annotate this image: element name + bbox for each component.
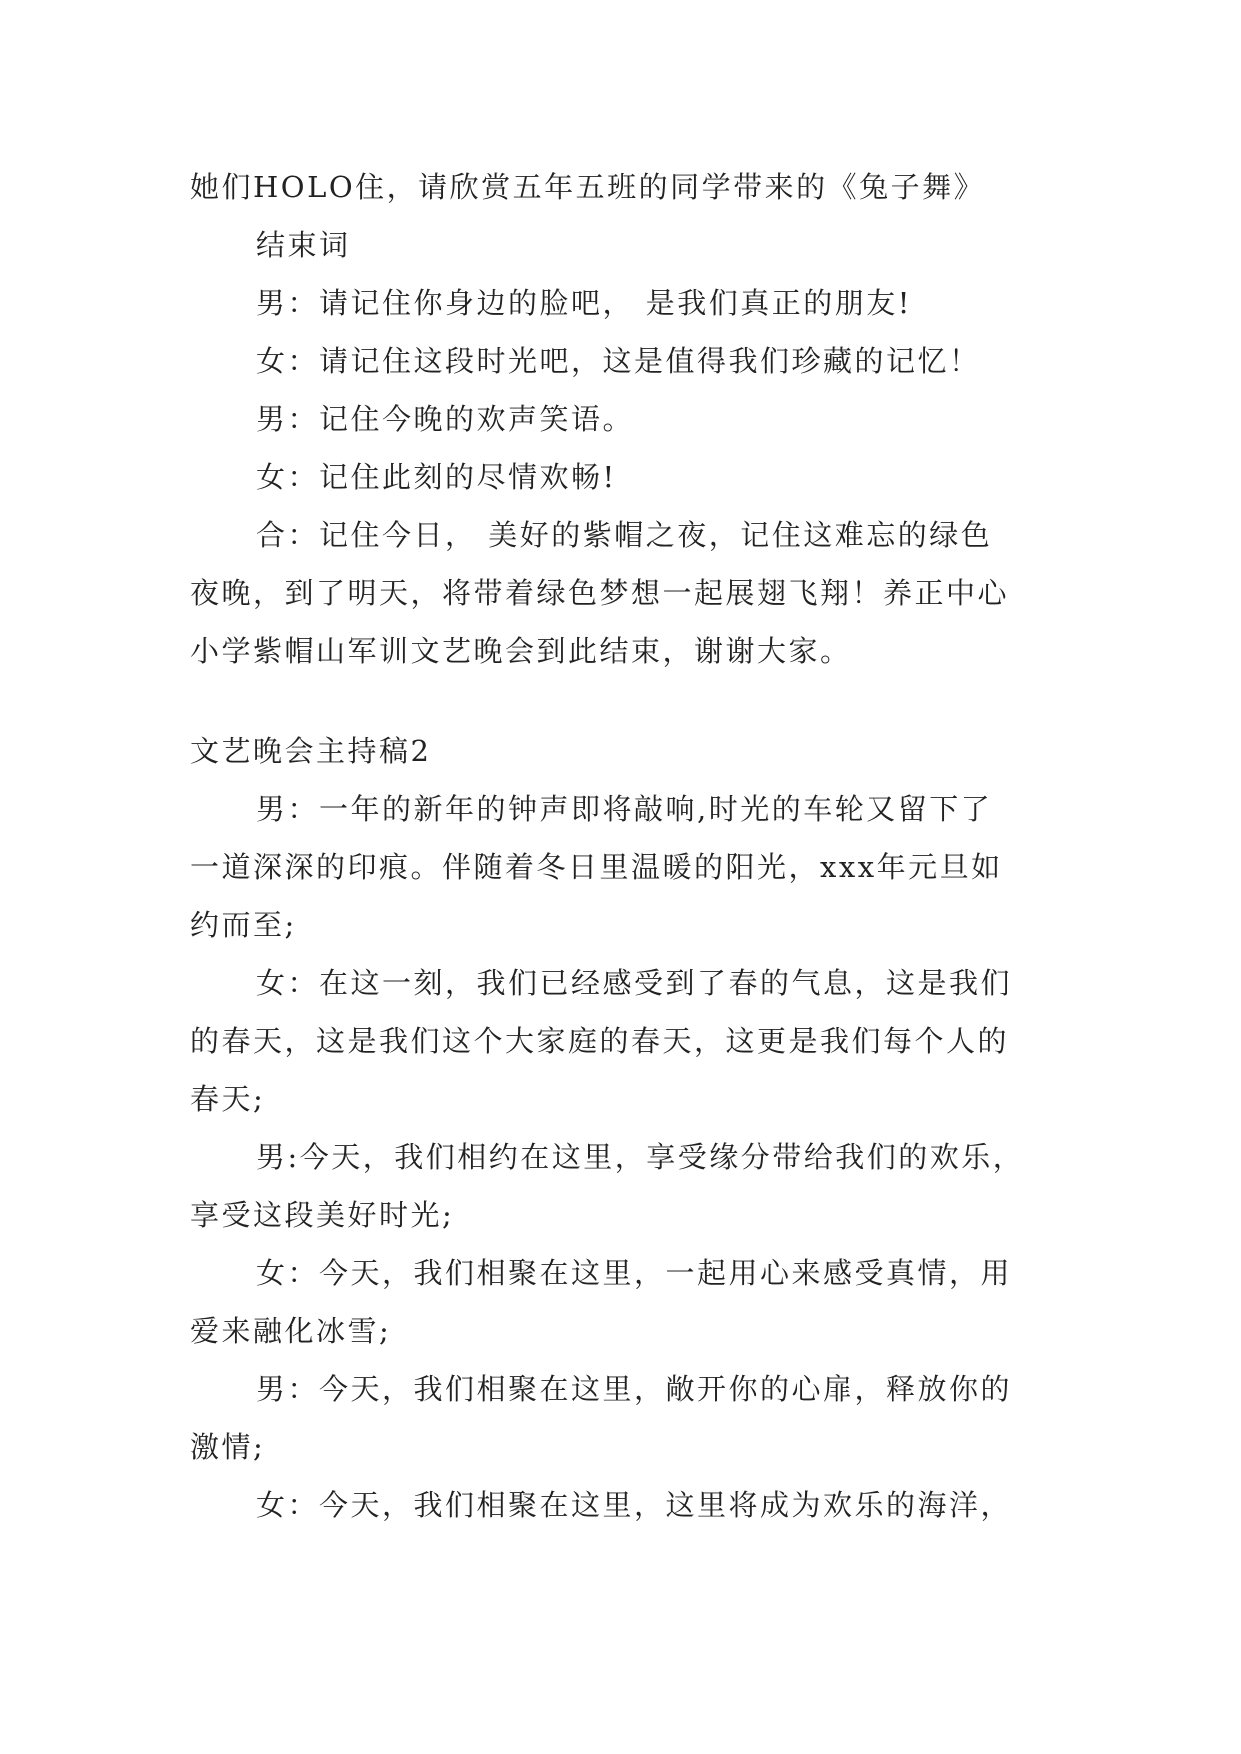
document-body <box>190 158 1060 1534</box>
text-line: 女：今天，我们相聚在这里，一起用心来感受真情，用 <box>256 1256 1013 1290</box>
text-line: 女：记住此刻的尽情欢畅! <box>256 460 617 494</box>
text-line: 男：一年的新年的钟声即将敲响,时光的车轮又留下了 <box>256 792 993 826</box>
text-line: 夜晚，到了明天，将带着绿色梦想一起展翅飞翔！养正中心 <box>190 576 1010 610</box>
text-line: 约而至; <box>190 908 297 942</box>
text-line: 激情; <box>190 1430 266 1464</box>
section-heading: 文艺晚会主持稿2 <box>190 734 432 768</box>
text-line: 女：请记住这段时光吧，这是值得我们珍藏的记忆！ <box>256 344 981 378</box>
text-line: 春天; <box>190 1082 266 1116</box>
text-line: 的春天，这是我们这个大家庭的春天，这更是我们每个人的 <box>190 1024 1010 1058</box>
text-line: 小学紫帽山军训文艺晚会到此结束，谢谢大家。 <box>190 634 852 668</box>
text-line: 享受这段美好时光; <box>190 1198 455 1232</box>
text-line: 女：今天，我们相聚在这里，这里将成为欢乐的海洋， <box>256 1488 1013 1522</box>
text-line: 男:今天，我们相约在这里，享受缘分带给我们的欢乐， <box>256 1140 1025 1174</box>
section-gap <box>190 680 1060 722</box>
text-line: 男：请记住你身边的脸吧， 是我们真正的朋友! <box>256 286 912 320</box>
text-line: 女：在这一刻，我们已经感受到了春的气息，这是我们 <box>256 966 1013 1000</box>
text-line: 合：记住今日， 美好的紫帽之夜，记住这难忘的绿色 <box>256 518 993 552</box>
text-line: 一道深深的印痕。伴随着冬日里温暖的阳光，xxx年元旦如 <box>190 850 1003 884</box>
section-heading-closing: 结束词 <box>256 228 351 262</box>
text-line: 男：记住今晚的欢声笑语。 <box>256 402 635 436</box>
text-line: 爱来融化冰雪; <box>190 1314 392 1348</box>
text-line: 她们HOLO住，请欣赏五年五班的同学带来的《兔子舞》 <box>190 170 986 204</box>
text-line: 男：今天，我们相聚在这里，敞开你的心扉，释放你的 <box>256 1372 1013 1406</box>
